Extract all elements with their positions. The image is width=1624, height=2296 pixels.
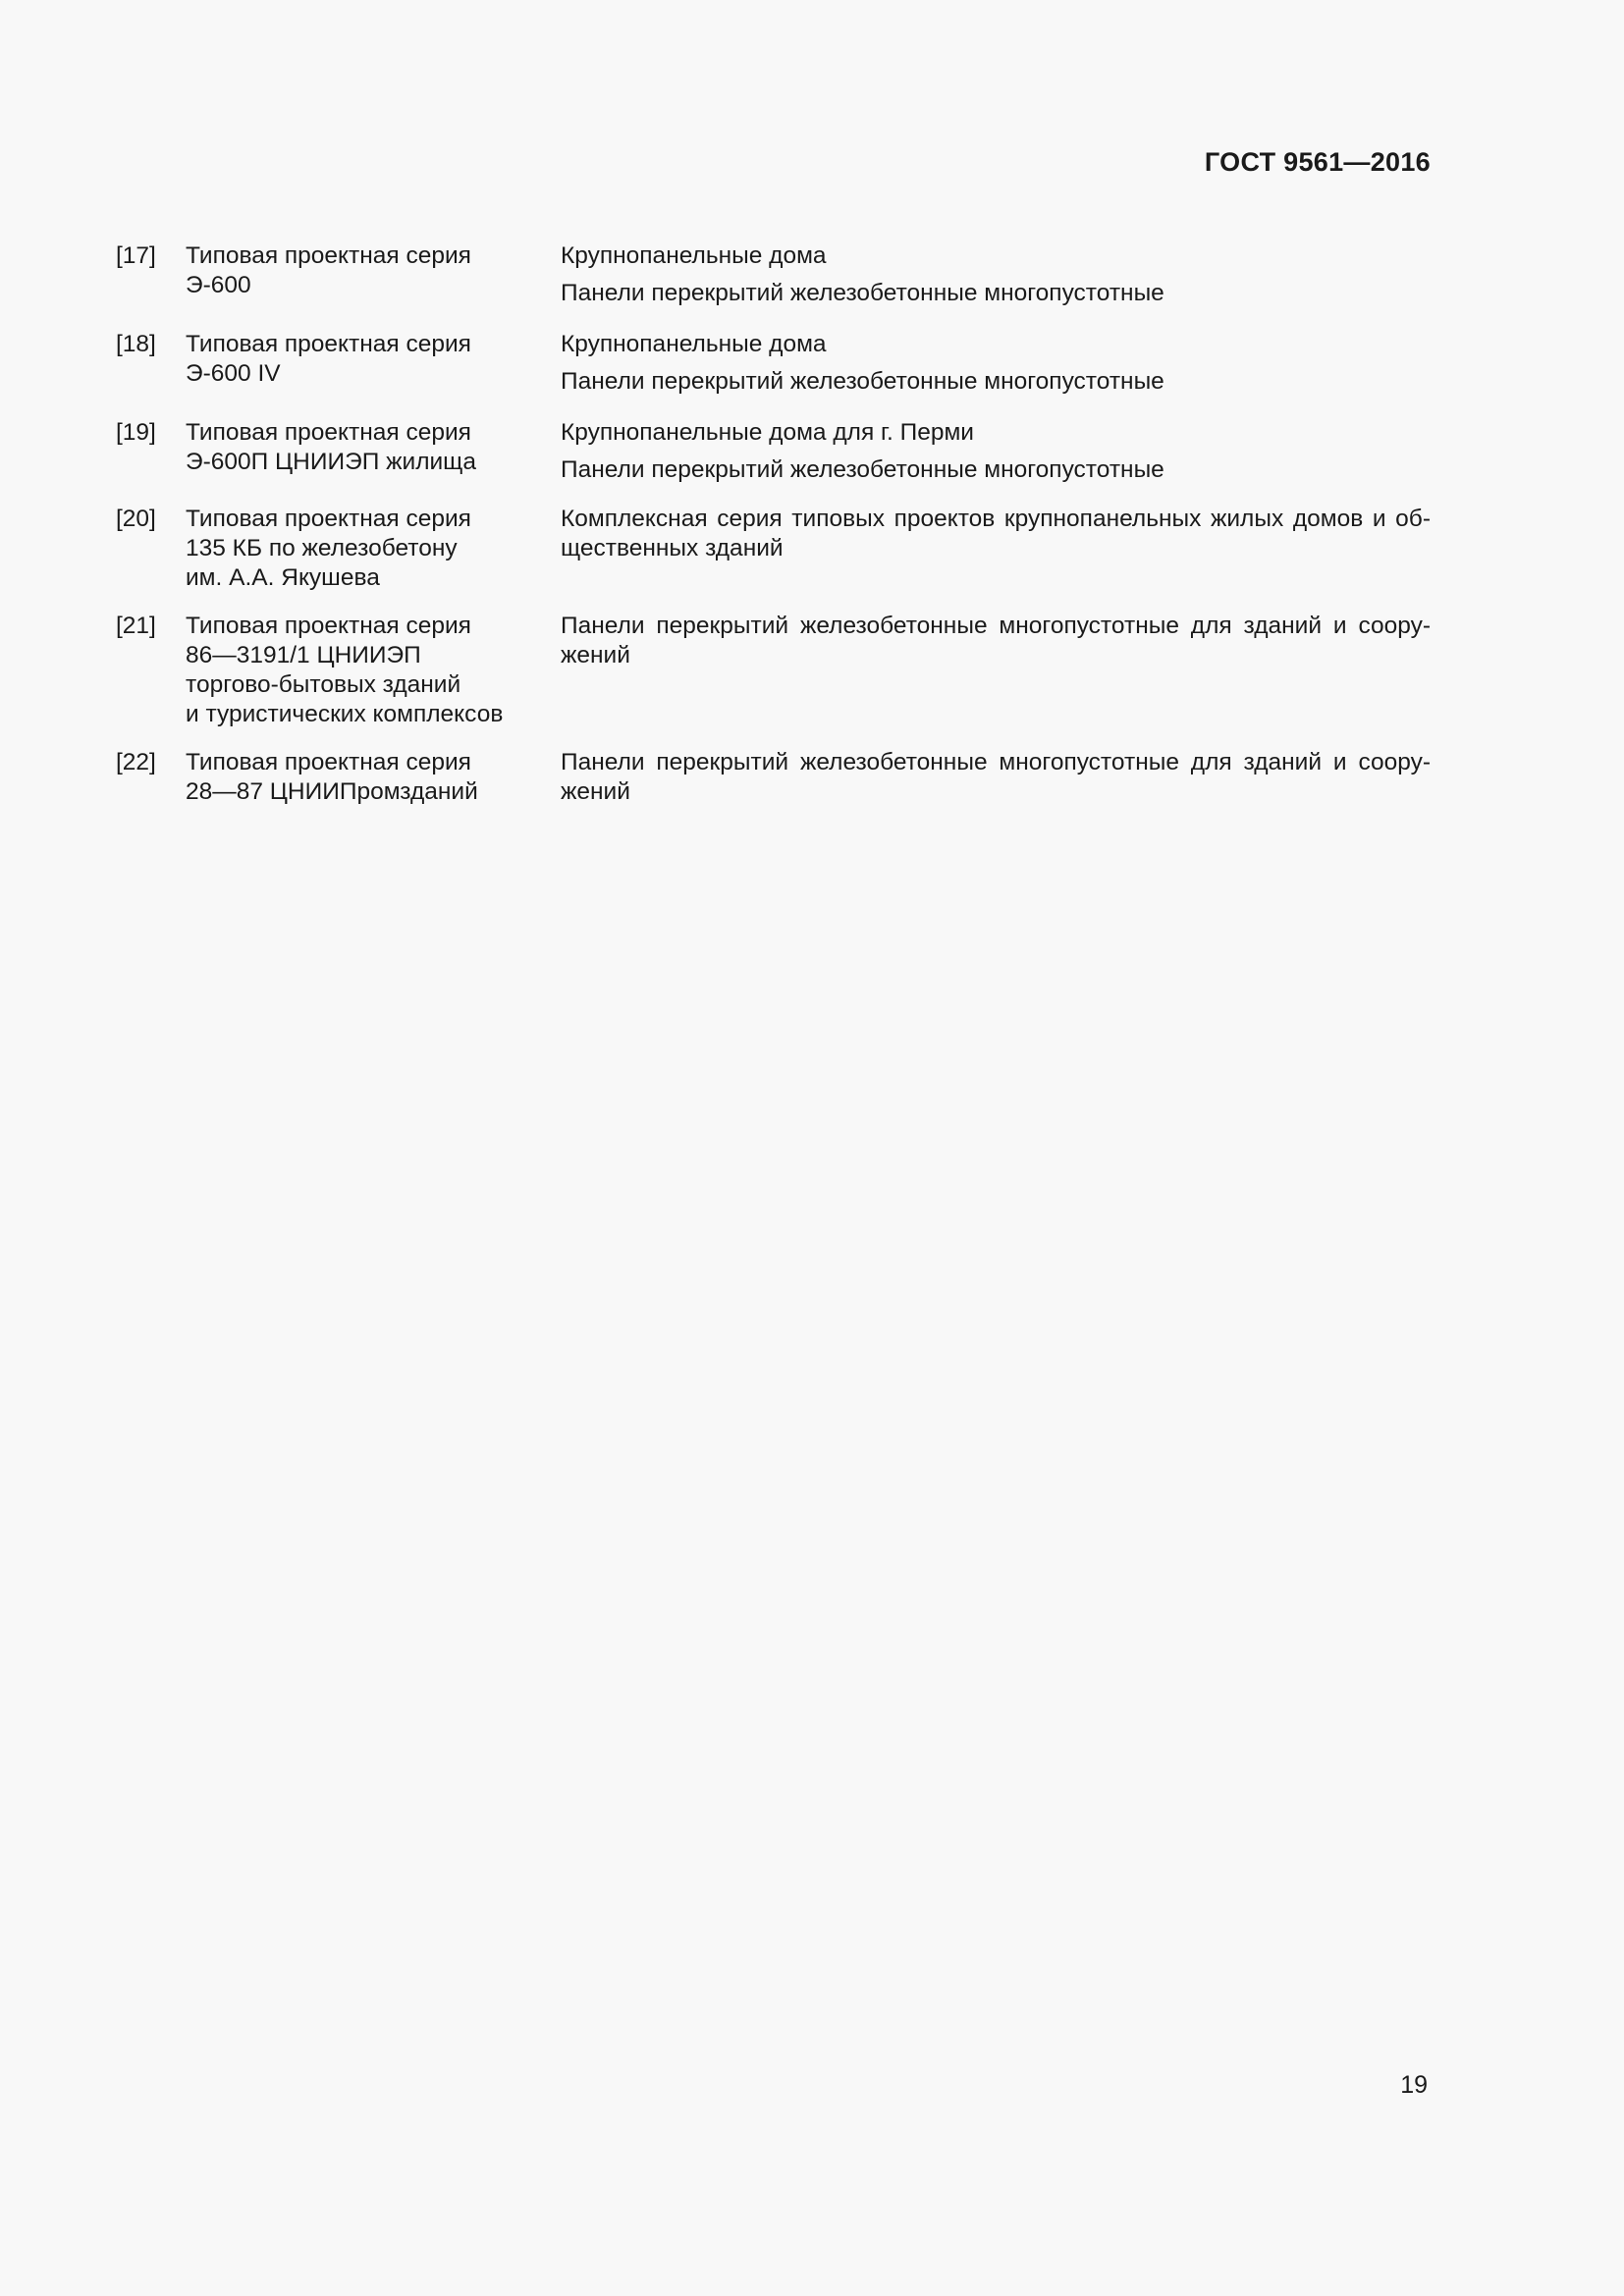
reference-number: [19] <box>116 419 156 446</box>
series-line: торгово-бытовых зданий <box>186 671 461 698</box>
reference-list <box>116 241 1431 807</box>
description-line: Крупнопанельные дома <box>561 242 827 269</box>
reference-series <box>186 748 561 807</box>
reference-description <box>561 241 1431 308</box>
description-line: Панели перекрытий железобетонные многопустотные <box>561 456 1164 483</box>
description-line: Крупнопанельные дома для г. Перми <box>561 419 974 446</box>
reference-description <box>561 418 1431 485</box>
series-line: Э-600П ЦНИИЭП жилища <box>186 449 476 475</box>
series-line: Типовая проектная серия <box>186 242 471 269</box>
series-line: 135 КБ по железобетону <box>186 535 458 561</box>
series-line: 28—87 ЦНИИПромзданий <box>186 778 478 805</box>
reference-series <box>186 330 561 389</box>
reference-description <box>561 505 1431 563</box>
reference-description <box>561 612 1431 670</box>
series-line: им. А.А. Якушева <box>186 564 380 591</box>
description-line: Крупнопанельные дома <box>561 331 827 357</box>
reference-series <box>186 505 561 593</box>
page-number: 19 <box>1400 2071 1428 2099</box>
reference-number: [18] <box>116 331 156 357</box>
reference-description <box>561 330 1431 397</box>
reference-number: [21] <box>116 613 156 639</box>
series-line: Типовая проектная серия <box>186 419 471 446</box>
series-line: Типовая проектная серия <box>186 749 471 775</box>
description-line: Панели перекрытий железобетонные многопустотные для зданий и сооружений <box>561 613 1431 668</box>
reference-number: [17] <box>116 242 156 269</box>
reference-series <box>186 418 561 477</box>
reference-entry-17 <box>116 241 1431 308</box>
series-line: 86—3191/1 ЦНИИЭП <box>186 642 421 668</box>
series-line: Типовая проектная серия <box>186 506 471 532</box>
reference-entry-22 <box>116 748 1431 807</box>
reference-series <box>186 612 561 729</box>
reference-entry-19 <box>116 418 1431 485</box>
reference-entry-21 <box>116 612 1431 729</box>
series-line: Типовая проектная серия <box>186 613 471 639</box>
description-line: Панели перекрытий железобетонные многопустотные <box>561 280 1164 306</box>
description-line: Панели перекрытий железобетонные многопустотные <box>561 368 1164 395</box>
reference-entry-20 <box>116 505 1431 593</box>
reference-series <box>186 241 561 300</box>
document-id-header: ГОСТ 9561—2016 <box>1204 147 1431 177</box>
series-line: Э-600 <box>186 272 251 298</box>
reference-entry-18 <box>116 330 1431 397</box>
description-line: Панели перекрытий железобетонные многопустотные для зданий и сооружений <box>561 749 1431 805</box>
description-line: Комплексная серия типовых проектов крупнопанельных жилых домов и общественных зданий <box>561 506 1431 561</box>
reference-number: [20] <box>116 506 156 532</box>
reference-description <box>561 748 1431 807</box>
reference-number: [22] <box>116 749 156 775</box>
series-line: и туристических комплексов <box>186 701 504 727</box>
series-line: Типовая проектная серия <box>186 331 471 357</box>
series-line: Э-600 IV <box>186 360 281 387</box>
